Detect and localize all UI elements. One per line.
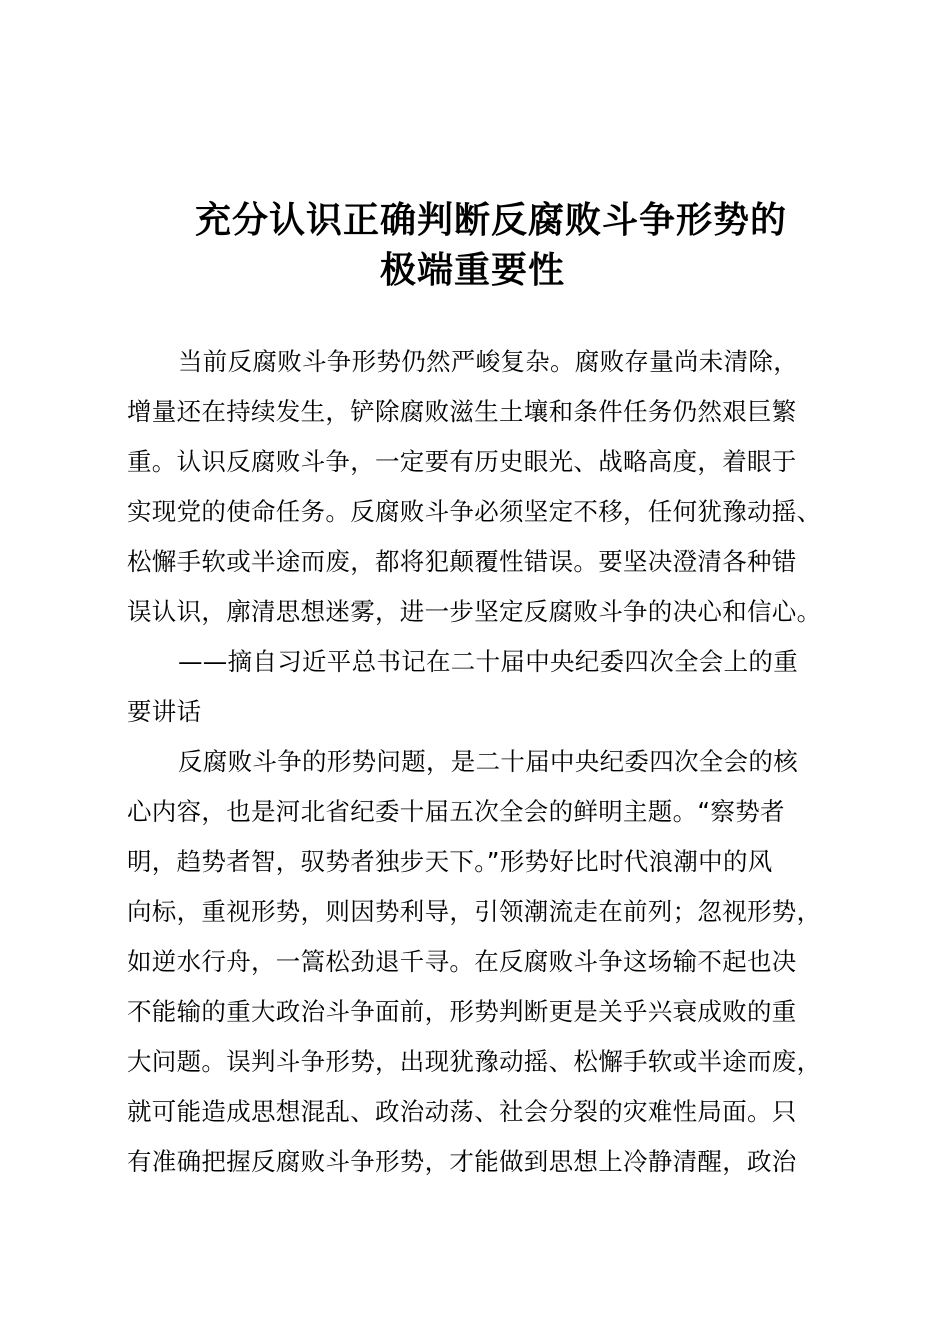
paragraph-line: 明，趋势者智，驭势者独步天下。”形势好比时代浪潮中的风: [127, 847, 773, 876]
title-line-1: 充分认识正确判断反腐败斗争形势的: [195, 200, 788, 241]
paragraph-line: 实现党的使命任务。反腐败斗争必须坚定不移，任何犹豫动摇、: [127, 497, 822, 526]
paragraph-line: 大问题。误判斗争形势，出现犹豫动摇、松懈手软或半途而废，: [127, 1047, 822, 1076]
paragraph-line: 重。认识反腐败斗争，一定要有历史眼光、战略高度，着眼于: [127, 447, 797, 476]
paragraph-line: 向标，重视形势，则因势利导，引领潮流走在前列；忽视形势，: [127, 897, 822, 926]
paragraph-line: 不能输的重大政治斗争面前，形势判断更是关乎兴衰成败的重: [127, 997, 797, 1026]
paragraph-line: 如逆水行舟，一篙松劲退千寻。在反腐败斗争这场输不起也决: [127, 947, 797, 976]
paragraph-line: 松懈手软或半途而废，都将犯颠覆性错误。要坚决澄清各种错: [127, 547, 797, 576]
paragraph-line: 误认识，廓清思想迷雾，进一步坚定反腐败斗争的决心和信心。: [127, 597, 822, 626]
paragraph-line: 心内容，也是河北省纪委十届五次全会的鲜明主题。“察势者: [127, 797, 785, 826]
quote-source-line: 要讲话: [127, 697, 202, 726]
quote-source-line: ——摘自习近平总书记在二十届中央纪委四次全会上的重: [178, 647, 798, 676]
paragraph-line: 当前反腐败斗争形势仍然严峻复杂。腐败存量尚未清除，: [178, 347, 798, 376]
paragraph-line: 就可能造成思想混乱、政治动荡、社会分裂的灾难性局面。只: [127, 1097, 797, 1126]
paragraph-line: 反腐败斗争的形势问题，是二十届中央纪委四次全会的核: [178, 747, 798, 776]
title-line-2: 极端重要性: [380, 250, 566, 291]
paragraph-line: 增量还在持续发生，铲除腐败滋生土壤和条件任务仍然艰巨繁: [127, 397, 797, 426]
paragraph-line: 有准确把握反腐败斗争形势，才能做到思想上冷静清醒，政治: [127, 1147, 797, 1176]
